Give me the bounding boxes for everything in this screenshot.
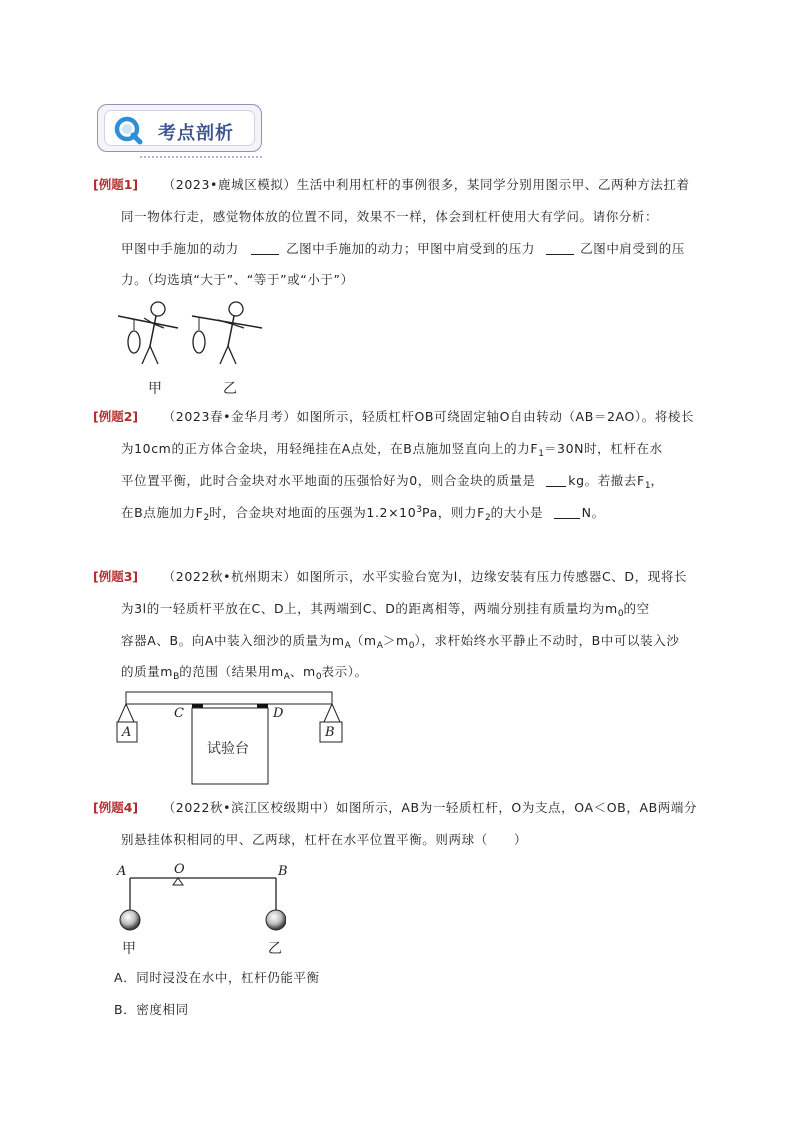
example1-line4: 力。（均选填“大于”、“等于”或“小于”） (121, 272, 354, 287)
answer-blank[interactable] (546, 242, 574, 255)
example2-line2: 为10cm的正方体合金块，用轻绳挂在A点处，在B点施加竖直向上的力$F_1=30N$时，杠杆在水 (121, 441, 663, 459)
ball-label-jia: 甲 (122, 941, 136, 957)
figure-label-yi: 乙 (223, 381, 237, 397)
answer-blank[interactable] (546, 474, 566, 487)
example2-line3: 平位置平衡，此时合金块对水平地面的压强恰好为0，则合金块的质量是 kg。若撤去$F_1$， (121, 473, 664, 491)
example-tag: [例题2] (93, 409, 139, 424)
lever-label-a: A (117, 864, 127, 879)
container-label-a: A (122, 725, 132, 740)
example4-figure (116, 870, 286, 940)
sensor-label-d: D (273, 706, 284, 721)
section-banner (97, 104, 262, 152)
example3-line2: 为3l的一轻质杆平放在C、D上，其两端到C、D的距离相等，两端分别挂有质量均为$m_0$的空 (121, 601, 650, 619)
example1-line2: 同一物体行走，感觉物体放的位置不同，效果不一样，体会到杠杆使用大有学问。请你分析： (121, 209, 659, 224)
example3-line3: 容器A、B。向A中装入细沙的质量为$m_A(m_A>m_0)$，求杆始终水平静止不动时，B中可以装入沙 (121, 633, 680, 651)
figure-label-jia: 甲 (148, 381, 162, 397)
example1-line1: [例题1] （2023•鹿城区模拟）生活中利用杠杆的事例很多，某同学分别用图示甲、乙两种方法扛着 (93, 177, 690, 192)
example3-line4: 的质量$m_B$的范围（结果用$m_A$、$m_0$表示）。 (121, 664, 368, 682)
option-b[interactable]: B．密度相同 (114, 1002, 189, 1017)
container-label-b: B (325, 725, 335, 740)
example1-line3: 甲图中手施加的动力 乙图中手施加的动力；甲图中肩受到的压力 乙图中肩受到的压 (121, 241, 685, 256)
example2-line4: 在B点施加力$F_2$时，合金块对地面的压强为$1.2\times 10^3Pa$，则力$F_2$的大小是 N。 (121, 505, 605, 523)
option-a[interactable]: A．同时浸没在水中，杠杆仍能平衡 (114, 970, 320, 985)
lever-label-b: B (278, 864, 288, 879)
lever-label-o: O (174, 862, 185, 877)
section-title: 考点剖析 (158, 123, 234, 144)
example-tag: [例题3] (93, 569, 139, 584)
answer-blank[interactable] (554, 506, 580, 519)
example3-line1: [例题3] （2022秋•杭州期末）如图所示，水平实验台宽为l，边缘安装有压力传感器C、D，现将长 (93, 569, 688, 584)
example-tag: [例题1] (93, 177, 139, 192)
ball-jia-icon (120, 910, 140, 930)
banner-underline (140, 156, 262, 158)
magnifier-icon (112, 115, 144, 145)
ball-yi-icon (266, 910, 286, 930)
example2-line1: [例题2] （2023春•金华月考）如图所示，轻质杠杆OB可绕固定轴O自由转动（AB＝2AO）。将棱长 (93, 409, 695, 424)
table-label: 试验台 (207, 741, 249, 757)
example1-figure (112, 298, 272, 370)
sensor-label-c: C (174, 706, 184, 721)
example4-line2: 别悬挂体积相同的甲、乙两球，杠杆在水平位置平衡。则两球（ ） (121, 832, 528, 847)
example4-line1: [例题4] （2022秋•滨江区校级期中）如图所示，AB为一轻质杠杆，O为支点，OA＜OB，AB两端分 (93, 800, 698, 815)
ball-label-yi: 乙 (268, 941, 282, 957)
example-tag: [例题4] (93, 800, 139, 815)
answer-blank[interactable] (251, 242, 279, 255)
